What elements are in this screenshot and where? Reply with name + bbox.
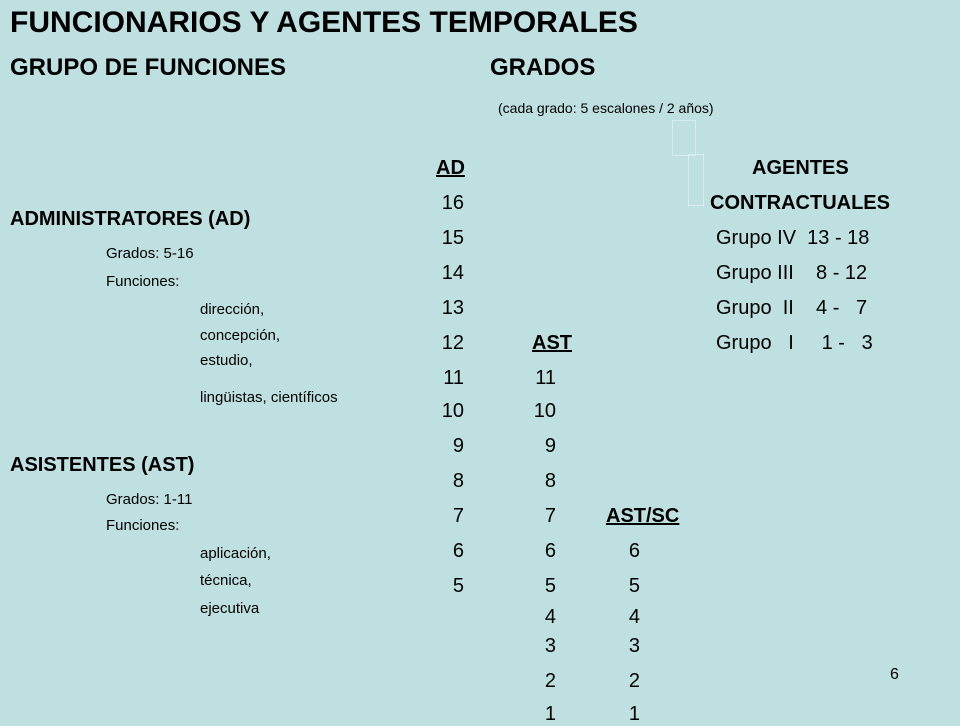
grades-note: (cada grado: 5 escalones / 2 años) bbox=[498, 100, 714, 116]
assistants-grades: Grados: 1-11 bbox=[106, 491, 193, 508]
ast-grade: 1 bbox=[544, 703, 556, 725]
ad-grade: 13 bbox=[441, 297, 464, 319]
ast-grade: 4 bbox=[544, 606, 556, 628]
ad-grade: 7 bbox=[452, 505, 464, 527]
ast-column-header: AST bbox=[532, 332, 572, 354]
ad-grade: 14 bbox=[441, 262, 464, 284]
grades-heading: GRADOS bbox=[490, 54, 596, 81]
ad-grade: 9 bbox=[452, 435, 464, 457]
astsc-grade: 5 bbox=[628, 575, 640, 597]
ad-grade: 6 bbox=[452, 540, 464, 562]
ast-grade: 9 bbox=[544, 435, 556, 457]
ast-grade: 2 bbox=[544, 670, 556, 692]
ast-grade: 3 bbox=[544, 635, 556, 657]
ast-grade: 5 bbox=[544, 575, 556, 597]
ad-grade: 8 bbox=[452, 470, 464, 492]
astsc-grade: 2 bbox=[628, 670, 640, 692]
ast-grade: 6 bbox=[544, 540, 556, 562]
ad-grade: 11 bbox=[443, 367, 464, 389]
administrators-grades: Grados: 5-16 bbox=[106, 245, 194, 262]
assistants-function: ejecutiva bbox=[200, 600, 260, 617]
assistants-function: aplicación, bbox=[200, 545, 271, 562]
astsc-column-header: AST/SC bbox=[606, 505, 680, 527]
administrators-title: ADMINISTRATORES (AD) bbox=[10, 208, 251, 230]
page-number: 6 bbox=[890, 666, 899, 683]
ad-grade: 10 bbox=[441, 400, 464, 422]
ast-grade: 8 bbox=[544, 470, 556, 492]
administrators-function: concepción, bbox=[200, 327, 281, 344]
administrators-function: dirección, bbox=[200, 301, 265, 318]
contract-group: Grupo III 8 - 12 bbox=[716, 262, 868, 284]
ad-grade: 15 bbox=[441, 227, 464, 249]
assistants-title: ASISTENTES (AST) bbox=[10, 454, 195, 476]
ad-grade: 5 bbox=[452, 575, 464, 597]
ast-grade: 10 bbox=[533, 400, 556, 422]
contract-group: Grupo I 1 - 3 bbox=[716, 332, 873, 354]
assistants-functions-label: Funciones: bbox=[106, 517, 180, 534]
ad-grade: 12 bbox=[441, 332, 464, 354]
contract-group: Grupo IV 13 - 18 bbox=[716, 227, 870, 249]
ad-grade: 16 bbox=[441, 192, 464, 214]
administrators-function: estudio, bbox=[200, 352, 253, 369]
ast-grade: 7 bbox=[544, 505, 556, 527]
administrators-function: lingüistas, científicos bbox=[200, 389, 338, 406]
ad-column-header: AD bbox=[436, 157, 465, 179]
astsc-grade: 4 bbox=[628, 606, 640, 628]
astsc-grade: 3 bbox=[628, 635, 640, 657]
contract-agents-title: AGENTES bbox=[752, 157, 849, 179]
astsc-grade: 6 bbox=[628, 540, 640, 562]
assistants-function: técnica, bbox=[200, 572, 252, 589]
contract-agents-title: CONTRACTUALES bbox=[710, 192, 890, 214]
administrators-functions-label: Funciones: bbox=[106, 273, 180, 290]
groups-heading: GRUPO DE FUNCIONES bbox=[10, 54, 287, 81]
contract-group: Grupo II 4 - 7 bbox=[716, 297, 868, 319]
decorative-frame bbox=[672, 120, 696, 156]
astsc-grade: 1 bbox=[628, 703, 640, 725]
ast-grade: 11 bbox=[535, 367, 556, 389]
page-title: FUNCIONARIOS Y AGENTES TEMPORALES bbox=[10, 6, 638, 39]
decorative-frame bbox=[688, 154, 704, 206]
